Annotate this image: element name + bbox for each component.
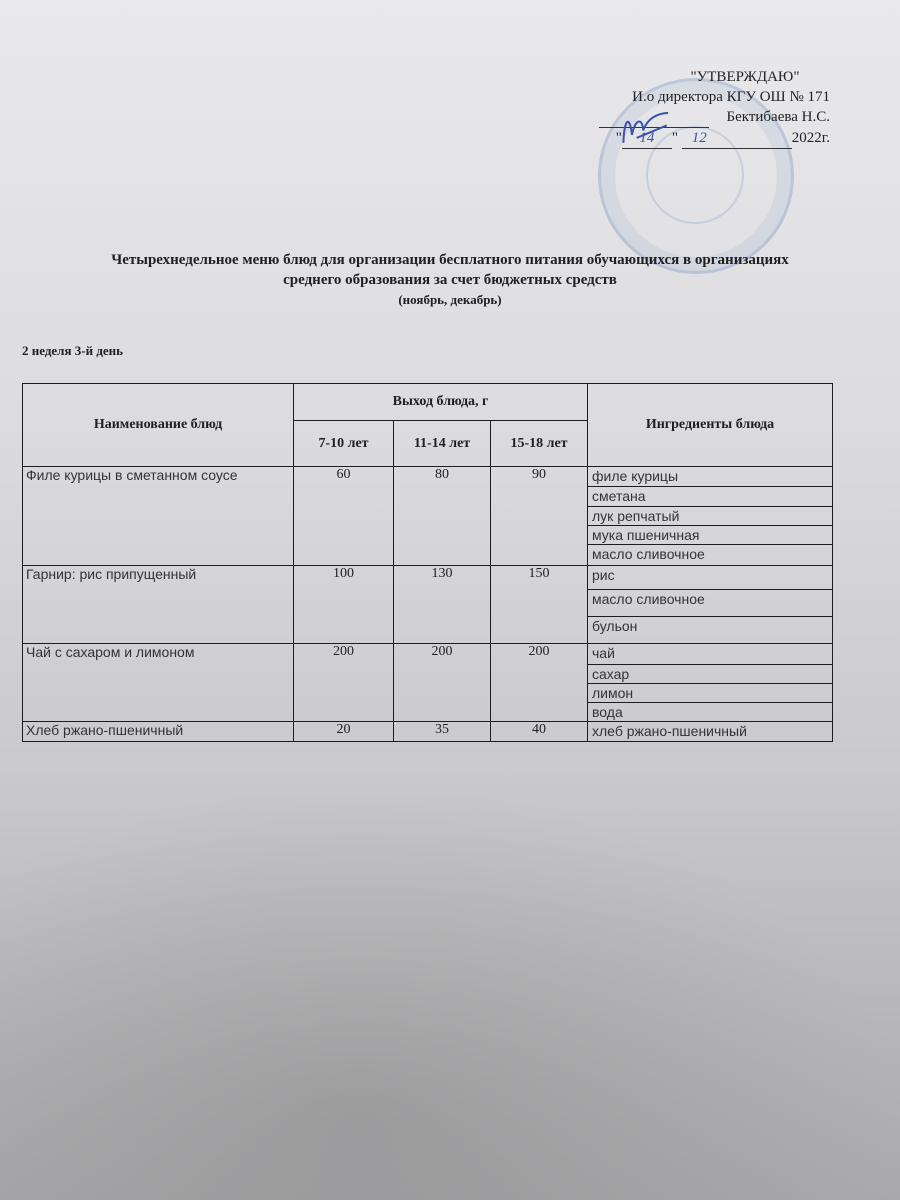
title-line-3: (ноябрь, декабрь) [398, 292, 502, 307]
dish-name-cell: Гарнир: рис припущенный [23, 566, 294, 644]
ingredient-cell: чай [588, 644, 833, 665]
table-row [23, 566, 833, 590]
ingredient-cell: сахар [588, 665, 833, 684]
header-dish-name: Наименование блюд [23, 384, 294, 467]
approver-name: Бектибаева Н.С. [726, 109, 830, 125]
ingredient-cell: хлеб ржано-пшеничный [588, 722, 833, 742]
dish-name-cell: Хлеб ржано-пшеничный [23, 722, 294, 742]
ingredient-cell: мука пшеничная [588, 526, 833, 545]
ingredient-cell: лимон [588, 684, 833, 703]
date-day: 14 [622, 128, 672, 149]
day-label: 2 неделя 3-й день [22, 343, 124, 358]
yield-7-10-cell: 200 [294, 644, 394, 722]
document-title [0, 250, 900, 310]
yield-11-14-cell: 80 [394, 467, 491, 566]
approval-date-line [560, 128, 830, 149]
approval-block [560, 67, 830, 149]
table-row [23, 467, 833, 487]
yield-11-14-cell: 200 [394, 644, 491, 722]
yield-15-18-cell: 90 [491, 467, 588, 566]
table-row [23, 644, 833, 665]
ingredient-cell: рис [588, 566, 833, 590]
header-age-7-10: 7-10 лет [294, 421, 394, 467]
yield-15-18-cell: 150 [491, 566, 588, 644]
menu-table [22, 383, 833, 742]
yield-15-18-cell: 200 [491, 644, 588, 722]
menu-table-body [23, 467, 833, 742]
ingredient-cell: филе курицы [588, 467, 833, 487]
yield-7-10-cell: 20 [294, 722, 394, 742]
date-year: 2022г. [791, 130, 830, 146]
yield-15-18-cell: 40 [491, 722, 588, 742]
yield-7-10-cell: 100 [294, 566, 394, 644]
header-age-15-18: 15-18 лет [491, 421, 588, 467]
photo-shadow [0, 780, 900, 1200]
title-line-1: Четырехнедельное меню блюд для организации бесплатного питания обучающихся в организациях [111, 252, 789, 268]
ingredient-cell: масло сливочное [588, 545, 833, 566]
approval-name-line [560, 107, 830, 128]
title-line-2: среднего образования за счет бюджетных средств [283, 272, 617, 288]
dish-name-cell: Филе курицы в сметанном соусе [23, 467, 294, 566]
ingredient-cell: сметана [588, 487, 833, 507]
yield-11-14-cell: 130 [394, 566, 491, 644]
header-age-11-14: 11-14 лет [394, 421, 491, 467]
approval-heading: "УТВЕРЖДАЮ" [690, 69, 800, 85]
ingredient-cell: бульон [588, 617, 833, 644]
ingredient-cell: лук репчатый [588, 507, 833, 526]
header-yield: Выход блюда, г [294, 384, 588, 421]
date-quote-open: " [615, 130, 622, 146]
date-quote-close: " [671, 130, 679, 146]
dish-name-cell: Чай с сахаром и лимоном [23, 644, 294, 722]
yield-7-10-cell: 60 [294, 467, 394, 566]
date-month: 12 [682, 128, 792, 149]
approval-position: И.о директора КГУ ОШ № 171 [632, 89, 830, 105]
header-ingredients: Ингредиенты блюда [588, 384, 833, 467]
yield-11-14-cell: 35 [394, 722, 491, 742]
ingredient-cell: масло сливочное [588, 590, 833, 617]
table-row [23, 722, 833, 742]
ingredient-cell: вода [588, 703, 833, 722]
